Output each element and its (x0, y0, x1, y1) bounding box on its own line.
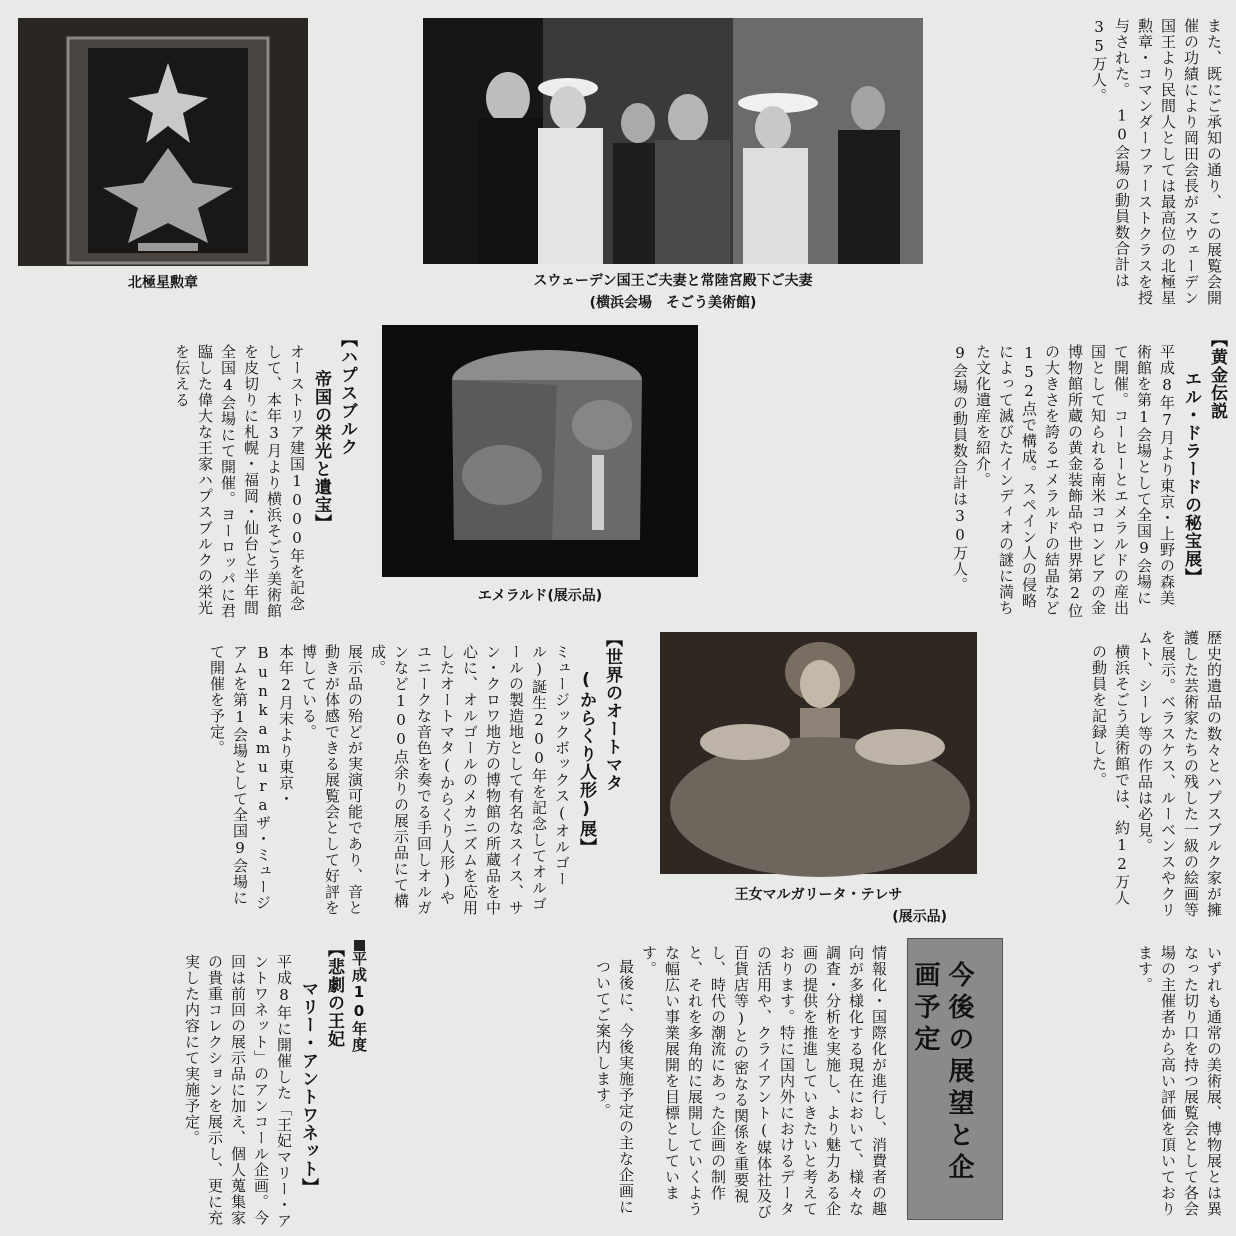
royals-caption-line2: (横浜会場 そごう美術館) (589, 295, 757, 311)
automata-heading-2: (からくり人形)展】 (576, 670, 596, 856)
automata-body: ミュージックボックス(オルゴール)誕生200年を記念してオルゴールの製造地として有名なスイス、サン・クロワ地方の博物館の所蔵品を中心に、オルゴールのメカニズムを応用したオートマタ(からくり人形)やユニークな音色を奏でる手回しオルガンなど100点余りの展示品にて構成。 (369, 644, 571, 916)
outlook-intro: いずれも通常の美術展、博物展とは異なった切り口を持つ展覧会として各会場の主催者から高い評価を頂いております。 (1136, 945, 1223, 1217)
outlook-body: 情報化・国際化が進行し、消費者の趣向が多様化する現在において、様々な調査・分析を実施し、より魅力ある企画の提供を推進していきたいと考えております。特に国内外におけるデータの活用や、クライアント(媒体社及び百貨店等)との密なる関係を重要視し、時代の潮流にあった企画の制作と、それを多角的に展開していくような幅広い事業展開を目標としています。 (640, 945, 888, 1220)
habsburg-cont2: 横浜そごう美術館では、約12万人の動員を記録した。 (1090, 644, 1131, 906)
eldorado-section (740, 330, 1230, 620)
top-right-text (1000, 18, 1225, 318)
princess-caption-line1: 王女マルガリータ・テレサ (734, 887, 903, 903)
eldorado-count: 9会場の動員数合計は30万人。 (951, 344, 969, 593)
marie-section (15, 940, 370, 1230)
automata-body2: 展示品の殆どが実演可能であり、音と動きが体感できる展覧会として好評を博している。 (300, 644, 364, 916)
automata-section (15, 630, 625, 920)
princess-illustration (660, 632, 977, 874)
automata-heading-1: 【世界のオートマタ (602, 630, 622, 792)
marie-heading-1: 【悲劇の王妃 (324, 940, 344, 1048)
habsburg-continuation (995, 630, 1225, 920)
marie-body: 平成8年に開催した「王妃マリー・アントワネット」のアンコール企画。今回は前回の展示品に加え、個人蒐集家の貴重コレクションを展示し、更に充実した内容にて実施予定。 (183, 954, 293, 1229)
emerald-caption: エメラルド(展示品) (477, 588, 603, 604)
habsburg-heading-1: 【ハプスブルク (337, 330, 357, 456)
habsburg-body: オーストリア建国1000年を記念して、本年3月より横浜そごう美術館を皮切りに札幌・福岡・仙台と半年間全国4会場にて開催。ヨーロッパに君臨した偉大な王家ハプスブルクの栄光を伝える (173, 344, 306, 619)
habsburg-cont: 歴史的遺品の数々とハプスブルク家が擁護した芸術家たちの残した一級の絵画等を展示。ベラスケス、ルーベンスやクリムト、シーレ等の作品は必見。 (1136, 630, 1223, 918)
emerald-photo (382, 325, 698, 577)
princess-caption-line2: (展示品) (892, 909, 947, 925)
marie-heading-2: マリー・アントワネット】 (298, 980, 318, 1196)
royals-photo (423, 18, 923, 264)
princess-photo (660, 632, 977, 874)
outlook-last: 最後に、今後実施予定の主な企画についてご案内します。 (594, 959, 635, 1215)
outlook-intro-block (1030, 945, 1225, 1230)
eldorado-body: 平成8年7月より東京・上野の森美術館を第1会場として全国9会場にて開催。コーヒーとエメラルドの産出国として知られる南米コロンビアの金博物館所蔵の黄金装飾品や世界第2位の大きさを誇るエメラルドの結晶など152点で構成。スペイン人の侵略によって滅びたインディオの謎に満ちた文化遺産を紹介。 (974, 344, 1176, 619)
emerald-illustration (382, 325, 698, 577)
outlook-body-block (390, 945, 890, 1230)
eldorado-heading-1: 【黄金伝説 (1207, 330, 1227, 420)
royals-caption-line1: スウェーデン国王ご夫妻と常陸宮殿下ご夫妻 (533, 273, 813, 289)
square-bullet-icon (354, 940, 365, 951)
medal-photo (18, 18, 308, 266)
year-label (347, 940, 370, 1230)
top-right-paragraph: また、既にご承知の通り、この展覧会開催の功績により岡田会長がスウェーデン国王より民間人としては最高位の北極星勲章・コマンダーファーストクラスを授与された。 10会場の動員数合計は35万人。 (1090, 18, 1223, 306)
outlook-heading: 今後の展望と企画予定 (910, 961, 974, 1185)
habsburg-section (15, 330, 360, 620)
medal-illustration (18, 18, 308, 266)
eldorado-heading-2: エル・ドラードの秘宝展】 (1181, 370, 1201, 586)
habsburg-heading-2: 帝国の栄光と遺宝】 (311, 370, 331, 532)
royals-illustration (423, 18, 923, 264)
medal-caption: 北極星勲章 (128, 275, 198, 291)
year-label-text: 平成10年度 (350, 951, 368, 1053)
outlook-heading-box (907, 938, 1003, 1220)
automata-body3: 本年2月末より東京・Bunkamuraザ・ミュージアムを第1会場として全国9会場にて開催を予定。 (208, 644, 295, 911)
